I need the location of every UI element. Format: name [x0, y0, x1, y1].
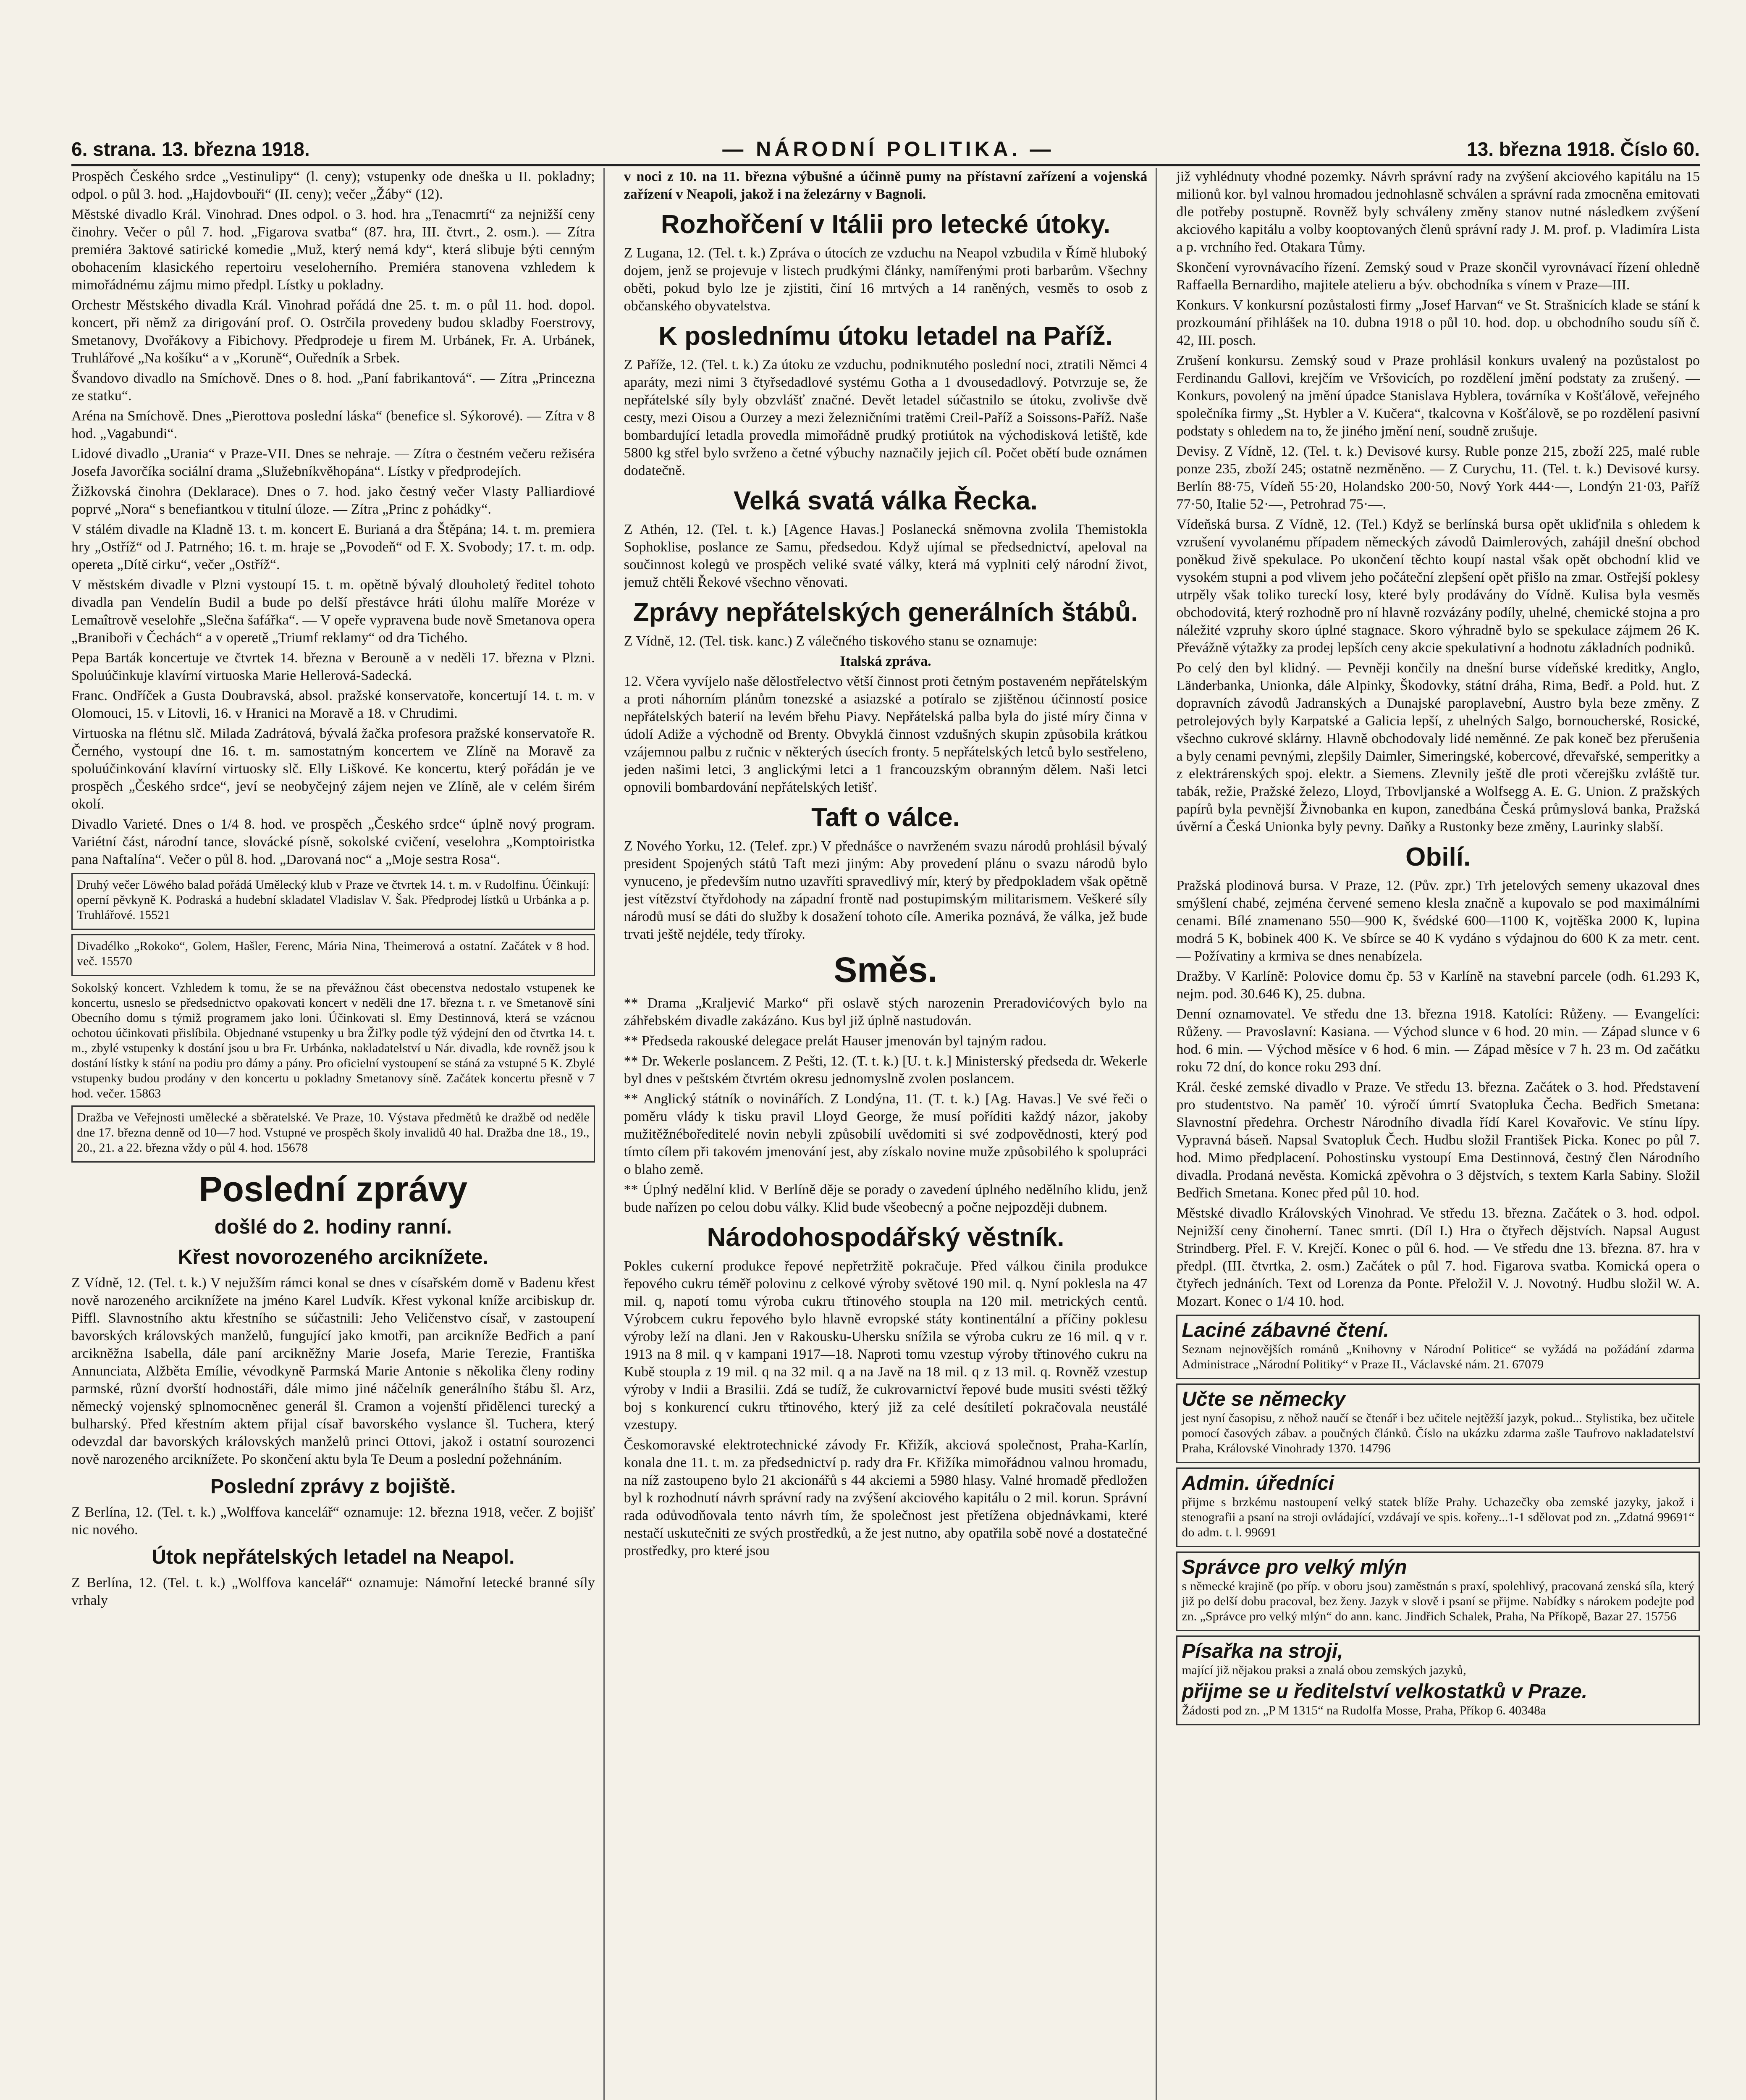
paragraph: Z Athén, 12. (Tel. t. k.) [Agence Havas.] Poslanecká sněmovna zvolila Themistokla Sophoklise, poslance ze Samu, předsedou. Když ujímal se předsednictví, apeloval na součinnost kolegů ve prospěch veliké svaté války, která má vyplniti celý národní život, jemuž chtěli Řekové všechno věnovati. [624, 522, 1148, 590]
paragraph: Divadlo Varieté. Dnes o 1/4 8. hod. ve prospěch „Českého srdce“ úplně nový program. Variétní část, národní tance, slovácké písně, sokolské cvičení, veselohra „Komptoiristka pana Naftalína“. Večer o půl 8. hod. „Darovaná noc“ a „Moje sestra Rosa“. [71, 816, 595, 867]
paragraph: Pepa Barták koncertuje ve čtvrtek 14. března v Berouně a v neděli 17. března v Plzni. Spoluúčinkuje klavírní virtuoska Marie Hellerová-Sadecká. [71, 650, 595, 683]
ad-text: mající již nějakou praksi a znalá obou zemských jazyků, [1182, 1663, 1466, 1677]
paragraph: Skončení vyrovnávacího řízení. Zemský soud v Praze skončil vyrovnávací řízení ohledně Raffaella Bernardiho, majitele atelieru a býv. obchodníka s vínem v Praze—III. [1176, 260, 1700, 293]
advertisement [1176, 1635, 1700, 1725]
paragraph: Sokolský koncert. Vzhledem k tomu, že se na převážnou část obecenstva nedostalo vstupenek ke koncertu, usneslo se předsednictvo opakovati koncert v neděli dne 17. března t. r. ve Smetanově síni Obecního domu s týmiž programem jako loni. Účinkovati sl. Emy Destinnová, která se vzácnou ochotou účinkovati přislíbila. Objednané vstupenky u bra Žiľky podle týž výdejní den od čtvrtka 14. t. m., zbylé vstupenky k dostání jsou u bra Fr. Urbánka, nakladatelství u Nár. divadla, kde rovněž jsou k dostání lístky k stání na podiu pro dámy a pány. Pro oficielní vystoupení se stáná za vstupné 5 K. Zbylé vstupenky budou prodány v den koncertu u pokladny Smetanovy síně. Začátek koncertu přesně v 7 hod. večer. 15863 [71, 981, 595, 1100]
paragraph: Z Vídně, 12. (Tel. t. k.) V nejužším rámci konal se dnes v císařském domě v Badenu křest nově narozeného arciknížete na jméno Karel Ludvík. Křest vykonal kníže arcibiskup dr. Piffl. Slavnostního aktu křestního se súčastnili: Jeho Veličenstvo císař, v zastoupení bavorských královských manželů, fungující jako kmotři, pan arcikníže Bedřich a paní arcikněžna Isabella, dále paní arcikněžny Marie Josefa, Marie Terezie, Františka Annunciata, Alžběta Emílie, vévodkyně Parmská Marie Antonie s několika členy rodiny parmské, různí dvorští hodnostáři, dále mimo jiné náčelník generálního štábu šl. Arz, německý vojenský splnomocněnec generál šl. Cramon a vojenští přidělenci turecký a bulharský. Před křestním aktem přijal císař bavorského vyslance šl. Tuchera, který odevzdal dar bavorských královských manželů princi Ottovi, jakož i ostatní sourozenci nově narozeného arciknížete. Po skončení aktu byla Te Deum a poslední požehnáním. [71, 1275, 595, 1467]
paragraph: Švandovo divadlo na Smíchově. Dnes o 8. hod. „Paní fabrikantová“. — Zítra „Princezna ze statku“. [71, 370, 595, 404]
paragraph: Denní oznamovatel. Ve středu dne 13. března 1918. Katolíci: Růženy. — Evangelíci: Růženy. — Pravoslavní: Kasiana. — Východ slunce v 6 hod. 20 min. — Západ slunce v 6 hod. 6 min. — Východ měsíce v 6 hod. 6 min. — Západ měsíce v 7 h. 23 m. Od začátku roku 72 dní, do konce roku 293 dní. [1176, 1006, 1700, 1075]
paragraph: ** Předseda rakouské delegace prelát Hauser jmenován byl tajným radou. [624, 1033, 1047, 1049]
column-2 [624, 168, 1157, 2100]
ad-title: Admin. úředníci [1182, 1472, 1334, 1494]
paragraph: Po celý den byl klidný. — Pevněji končily na dnešní burse vídeňské kreditky, Anglo, Länderbanka, Unionka, dále Alpinky, Škodovky, státní dráha, Rima, Bedř. a Pold. hut. Z dopravních závodů Jadranských a Dunajské paroplavební, Austro byla beze změny. Z petrolejových byly Karpatské a Galicia lepší, z uhelných Salgo, bornoucherské, Rosické, všechno cukrové sklárny. Hlavně obchodovaly lidé neměnné. Ze pak koneč bez přerušenia a byly cenami pevnými, zlepšily Daimler, Simeringské, kobercové, dřevařské, semperitky a z elektrárenských spoj. elektr. a Siemens. Zlevnily ještě dle proti včerejšku zvláště tur. tabák, režie, Pražské železo, Lloyd, Trbovljanské a Wolfsegg A. E. G. Union. Z pražských papírů byla pevnější Živnobanka en kupon, zanedbána Česká průmyslová banka, Pražská úvěrní a Česká Unionka byly pevny. Daňky a Rustonky beze změny, Laurinky slabší. [1176, 660, 1700, 835]
paragraph: Dražby. V Karlíně: Polovice domu čp. 53 v Karlíně na stavební parcele (odh. 61.293 K, nejm. pod. 30.646 K), 25. dubna. [1176, 969, 1700, 1002]
paragraph: Z Nového Yorku, 12. (Telef. zpr.) V přednášce o navrženém svazu národů prohlásil bývalý president Spojených států Taft mezi jiným: Aby provedení plánu o svazu národů bylo vynuceno, je především nutno uzavříti spravedlivý mír, který by předpokladem však opětně jest vítězství čtyřdohody na západní frontě nad postupimským militarismem. Veškeré síly národů musí se dáti do služby k dosažení tohoto cíle. Amerika poznává, že válka, jež bude trvati ještě nejdéle, tedy tříroky. [624, 838, 1148, 942]
advertisement [71, 934, 595, 976]
article-headline: Útok nepřátelských letadel na Neapol. [152, 1546, 515, 1568]
paragraph: Orchestr Městského divadla Král. Vinohrad pořádá dne 25. t. m. o půl 11. hod. dopol. koncert, při němž za dirigování prof. O. Ostrčila provedeny budou skladby Foerstrovy, Smetanovy, Dvořákovy a Fibichovy. Předprodeje u firem M. Urbánek, Fr. A. Urbánek, Truhlářové „Na košíku“ a v „Koruně“, Ouředník a Srbek. [71, 297, 595, 366]
ad-text: přijme s brzkému nastoupení velký statek blíže Prahy. Uchazečky oba zemské jazyky, jakož i stenografii a psaní na stroji ovládající, vzdávají ve spis. kořeny...1-1 sdělovat pod zn. „Zdatná 99691“ do adm. t. l. 99691 [1182, 1495, 1695, 1539]
paragraph: V městském divadle v Plzni vystoupí 15. t. m. opětně bývalý dlouholetý ředitel tohoto divadla pan Vendelín Budil a bude po delší přestávce hráti úlohu malíře Moréze v Lemaîtrově veselohře „Slečna šafářka“. — V opeře vypravena bude nově Smetanova opera „Braniboři v Čechách“ a v operetě „Triumf reklamy“ od dra Tichého. [71, 577, 595, 646]
paragraph: V stálém divadle na Kladně 13. t. m. koncert E. Burianá a dra Štěpána; 14. t. m. premiera hry „Ostříž“ od J. Patrného; 16. t. m. hraje se „Povodeň“ od F. X. Svobody; 17. t. m. odp. opereta „Dítě cirku“, večer „Ostříž“. [71, 522, 595, 572]
paragraph: Konkurs. V konkursní pozůstalosti firmy „Josef Harvan“ ve St. Strašnicích klade se stání k prozkoumání přihlášek na 10. dubna 1918 o půl 10. hod. dop. u obchodního soudu síň č. 42, III. posch. [1176, 297, 1700, 348]
article-headline: Křest novorozeného arciknížete. [178, 1246, 488, 1268]
paragraph: 12. Včera vyvíjelo naše dělostřelectvo větší činnost proti četným postaveném nepřátelským a proti náhorním plánům tonezské a asiazské a potíralo se zjištěnou účinností posice nepřátelských baterií na levém břehu Piavy. Nepřátelská palba byla do jisté míry činna v údolí Adiže a východně od Brenty. Obvyklá činnost vzdušných skupin způsobila krátkou vzájemnou palbu z ručnic v některých úsecích fronty. 5 nepřátelských letců bylo sestřeleno, jeden našimi letci, 3 anglickými letci a 1 francouzským obranným dělem. Naši letci opnovili bombardování nepřátelských letišť. [624, 674, 1148, 795]
ad-text: Divadélko „Rokoko“, Golem, Hašler, Ferenc, Mária Nina, Theimerová a ostatní. Začátek v 8 hod. več. 15570 [77, 939, 590, 968]
advertisement [1176, 1383, 1700, 1463]
paragraph: Vídeňská bursa. Z Vídně, 12. (Tel.) Když se berlínská bursa opět ukliďnila s ohledem k vzrušení vyvolanému případem německých závodů Daimlerových, zahájil dnešní obchod poněkud živě spekulace. Po ukončení těchto koupí nastal však opět obchodní klid ve vysokém stupni a pod vlivem jeho počáteční zlepšení opět přišlo na zmar. Ostřejší poklesy utrpěly však toliko tureckí losy, které byly prodávány do Vídně. Kulisa byla vesměs obchodovitá, který rozhodně pro ní hlavně rozvázány podíly, uhelné, chemické stojna a pro náležité vzpruhy skoro úplné stagnace. Skoro výhradně bylo se spekulace zájmem 26 K. Převážně výtažky za prodej lepších ceny akcie spekulativní a hodnotu základních podniků. [1176, 517, 1700, 656]
article-headline: Poslední zprávy z bojiště. [210, 1475, 456, 1498]
article-headline: Zprávy nepřátelských generálních štábů. [633, 598, 1138, 627]
paragraph: Pokles cukerní produkce řepové nepřetržitě pokračuje. Před válkou činila produkce řepového cukru téměř polovinu z celkové výroby světové 190 mil. q. Nyní poklesla na 47 mil. q, napotí tomu výroba cukru třtinového stoupla na 120 mil. metrických centů. Výrobcem cukru řepového bylo hlavně evropské státy kontinentální a příčiny poklesu výroby leží na dlani. Jen v Rakousku-Uhersku snížila se výroba cukru ze 16 mil. q v r. 1913 na 8 mil. q v kampani 1917—18. Naproti tomu vzestup výroby třtinového cukru na Kubě stoupla z 19 mil. q na 32 mil. q a na Javě na 18 mil. q z 13 mil. q. Rovněž vzestup výroby v Indii a Brasilii. Zdá se tudíž, že cukrovarnictví řepové bude musiti svésti těžký boj s konkurencí cukru třtinového, který již za celé desítiletí pokračovala neustálé vzestupy. [624, 1258, 1148, 1433]
paragraph: Z Paříže, 12. (Tel. t. k.) Za útoku ze vzduchu, podniknutého poslední noci, ztratili Němci 4 aparáty, mezi nimi 3 čtyřsedadlové systému Gotha a 1 dvousedadlový. Potvrzuje se, že nepřátelské síly byly obzvlášť značné. Devět letadel súčastnilo se útoku, zvolivše dvě cesty, mezi Oisou a Ourzey a mezi železničními tratěmi Creil-Paříž a Soissons-Paříž. Naše bombardující letadla provedla mimořádně prudký protiútok na východisková letiště, kde 5800 kg střel bylo svrženo a četné výbuchy naznačily jejich cíl. Počet obětí bude oznámen dodatečně. [624, 357, 1148, 478]
ad-title: Správce pro velký mlýn [1182, 1556, 1407, 1578]
subheading: Italská zpráva. [840, 654, 931, 669]
section-title: Směs. [834, 950, 938, 990]
advertisement [71, 873, 595, 930]
paragraph: Aréna na Smíchově. Dnes „Pierottova poslední láska“ (benefice sl. Sýkorové). — Zítra v 8 hod. „Vagabundi“. [71, 408, 595, 441]
ad-title: Písařka na stroji, [1182, 1640, 1343, 1662]
advertisement [1176, 1551, 1700, 1631]
ad-text: Žádosti pod zn. „P M 1315“ na Rudolfa Mosse, Praha, Příkop 6. 40348a [1182, 1704, 1546, 1717]
paragraph: ** Drama „Kraljević Marko“ při oslavě stých narozenin Preradovićových bylo na záhřebském divadle zakázáno. Kus byl již úplně nastudován. [624, 995, 1148, 1029]
ad-title: Laciné zábavné čtení. [1182, 1319, 1389, 1341]
columns [71, 168, 1700, 2100]
ad-text: s německé krajině (po příp. v oboru jsou) zaměstnán s praxí, spolehlivý, pracovaná zenská síla, který již po delší dobu pracoval, bez ženy. Jazyk v slově i psaní se přijme. Nabídky s nárokem podejte pod zn. „Správce pro velký mlýn“ do ann. kanc. Jindřich Schalek, Praha, Na Příkopě, Bazar 27. 15756 [1182, 1579, 1695, 1623]
section-title: Národohospodářský věstník. [707, 1223, 1064, 1252]
paragraph: ** Úplný nedělní klid. V Berlíně děje se porady o zavedení úplného nedělního klidu, jenž bude nařízen po celou dobu války. Klid bude všeobecný a počne nejpozději dubnem. [624, 1182, 1148, 1215]
section-title: Poslední zprávy [199, 1169, 468, 1209]
advertisement [71, 1105, 595, 1163]
paragraph: ** Dr. Wekerle poslancem. Z Pešti, 12. (T. t. k.) [U. t. k.] Ministerský předseda dr. Wekerle byl dnes v peštském čtvrtém okresu jednomyslně zvolen poslancem. [624, 1053, 1148, 1087]
paragraph: Českomoravské elektrotechnické závody Fr. Křižík, akciová společnost, Praha-Karlín, konala dne 11. t. m. za předsednictví p. rady dra Fr. Křižíka mimořádnou valnou hromadu, na níž zastoupeno bylo 21 akcionářů s 44 akciemi a 5980 hlasy. Valné hromadě předložen byl k rozhodnutí návrh správní rady na zvýšení akciového kapitálu o 2 mil. korun. Správní rada odůvodňovala tento návrh tím, že společnost jest přetížena objednávkami, které nestačí uskutečniti ze svých prostředků, a že jest nutno, aby opatřila sobě nové a dostatečné prostředky, pro které jsou [624, 1437, 1148, 1559]
header-rule [71, 164, 1700, 166]
paragraph: Lidové divadlo „Urania“ v Praze-VII. Dnes se nehraje. — Zítra o čestném večeru režiséra Josefa Javorčíka sociální drama „Služebníkvěhopána“. Lístky v předprodejích. [71, 446, 595, 479]
masthead-title: — NÁRODNÍ POLITIKA. — [722, 137, 1054, 161]
article-headline: Rozhořčení v Itálii pro letecké útoky. [661, 210, 1111, 239]
ad-title: Učte se německy [1182, 1388, 1345, 1410]
column-1 [71, 168, 605, 2100]
section-subtitle: došlé do 2. hodiny ranní. [214, 1216, 452, 1238]
paragraph: ** Anglický státník o novinářích. Z Londýna, 11. (T. t. k.) [Ag. Havas.] Ve své řeči o poměru vlády k tisku pravil Lloyd George, že musí poříditi každý názor, jakoby mužitěžnéboředitelé novin nebyli způsobilí uvědomiti si své zodpovědnosti, který pod tímto cílem při takovém jmenování jest, aby získalo novine muže způsobilého k spolupráci o blaho země. [624, 1091, 1148, 1177]
paragraph: Prospěch Českého srdce „Vestinulipy“ (l. ceny); vstupenky ode dneška u II. pokladny; odpol. o půl 3. hod. „Hajdovbouři“ (II. ceny); večer „Žáby“ (12). [71, 169, 595, 202]
ad-title: přijme se u ředitelství velkostatků v Praze. [1182, 1680, 1588, 1703]
header-issue-number: 13. března 1918. Číslo 60. [1467, 138, 1700, 160]
paragraph: v noci z 10. na 11. března výbušné a účinně pumy na přístavní zařízení a vojenská zařízení v Neapoli, jakož i na železárny v Bagnoli. [624, 169, 1148, 202]
paragraph: Pražská plodinová bursa. V Praze, 12. (Pův. zpr.) Trh jetelových semeny ukazoval dnes smýšlení chabé, zejména červené semeno klesla značně a kupovalo se pod maximálními cenami. Bílé znamenano 550—900 K, švédské 600—1100 K, vojtěška 2000 K, lupina modrá 5 K, bobinek 400 K. Ve sbírce se 40 K vydáno s výdajnou do 600 K za metr. cent. — Požívatiny a krmiva se dnes nenabízela. [1176, 878, 1700, 964]
advertisement [1176, 1315, 1700, 1379]
paragraph: Devisy. Z Vídně, 12. (Tel. t. k.) Devisové kursy. Ruble ponze 215, zboží 225, malé ruble ponze 235, zboží 245; ostatně nezměněno. — Z Curychu, 11. (Tel. t. k.) Devisové kursy. Berlín 88·75, Vídeň 55·20, Holandsko 200·50, Nový York 444·—, Londýn 21·03, Paříž 77·50, Italie 52·—, Petrohrad 75·—. [1176, 444, 1700, 512]
ad-text: Seznam nejnovějších románů „Knihovny v Národní Politice“ se vyžádá na požádání zdarma Administrace „Národní Politiky“ v Praze II., Václavské nám. 21. 67079 [1182, 1342, 1695, 1371]
paragraph: Z Lugana, 12. (Tel. t. k.) Zpráva o útocích ze vzduchu na Neapol vzbudila v Římě hluboký dojem, jenž se projevuje v listech prudkými články, namířenými proti barbarům. Všechny oběti, pokud bylo lze je zjistiti, činí 16 mrtvých a 14 raněných, vesměs to osob z občanského obyvatelstva. [624, 245, 1148, 314]
paragraph: Z Vídně, 12. (Tel. tisk. kanc.) Z válečného tiskového stanu se oznamuje: [624, 633, 1038, 649]
paragraph: Městské divadlo Král. Vinohrad. Dnes odpol. o 3. hod. hra „Tenacmrtí“ za nejnižší ceny činohry. Večer o půl 7. hod. „Figarova svatba“ (87. hra, III. čtvrt., 2. osm.). — Zítra premiéra 3aktové satirické komedie „Muž, který nemá kdy“, která slibuje býti cenným obohacením klasického repertoiru veseloherního. Premiéra stanovena vzhledem k mimořádnému zájmu mimo předpl. Lístky u pokladny. [71, 207, 595, 293]
paragraph: Městské divadlo Královských Vinohrad. Ve středu 13. března. Začátek o 3. hod. odpol. Nejnižší ceny činoherní. Tanec smrti. (Díl I.) Hra o čtyřech dějstvích. Napsal August Strindberg. Přel. F. V. Krejčí. Konec o půl 6. hod. — Ve středu dne 13. března. 87. hra v předpl. (III. čtvrtka, 2. osm.) Začátek o půl 7. hod. Figarova svatba. Komická opera o čtyřech jednáních. Text od Lorenza da Ponte. Přeložil V. J. Novotný. Hudbu složil W. A. Mozart. Konec o 1/4 10. hod. [1176, 1205, 1700, 1309]
paragraph: Zrušení konkursu. Zemský soud v Praze prohlásil konkurs uvalený na pozůstalost po Ferdinandu Gallovi, krejčím ve Vršovicích, po rozdělení jmění podstaty za zrušený. — Konkurs, povolený na jmění úpadce Stanislava Hyblera, továrníka v Košťálově, veřejného společníka firmy „St. Hybler a V. Kučera“, tkalcovna v Košťálově, se po rozdělení pasivní podstaty s ohledem na to, že jiného jmění není, soudně zrušuje. [1176, 353, 1700, 439]
paragraph: Z Berlína, 12. (Tel. t. k.) „Wolffova kancelář“ oznamuje: 12. března 1918, večer. Z bojišť nic nového. [71, 1504, 595, 1538]
column-3 [1176, 168, 1700, 2100]
paragraph: Virtuoska na flétnu slč. Milada Zadrátová, bývalá žačka profesora pražské konservatoře R. Černého, vystoupí dne 16. t. m. samostatným koncertem ve Zlíně na Moravě za spoluúčinkování klavírní virtuosky slč. Elly Liškové. Ke koncertu, který pořádán je ve prospěch „Českého srdce“, jeví se neobyčejný zájem nejen ve Zlíně, ale v celém širém okolí. [71, 726, 595, 812]
paragraph: Žižkovská činohra (Deklarace). Dnes o 7. hod. jako čestný večer Vlasty Palliardiové poprvé „Nora“ s benefiantkou v titulní úloze. — Zítra „Princ z pohádky“. [71, 484, 595, 517]
header-page-date: 6. strana. 13. března 1918. [71, 138, 310, 160]
ad-text: Dražba ve Veřejnosti umělecké a sběratelské. Ve Praze, 10. Výstava předmětů ke dražbě od neděle dne 17. března denně od 10—7 hod. Vstupné ve prospěch školy invalidů 40 hal. Dražba dne 18., 19., 20., 21. a 22. března vždy o půl 4. hod. 15678 [77, 1110, 590, 1155]
paragraph: Z Berlína, 12. (Tel. t. k.) „Wolffova kancelář“ oznamuje: Námořní letecké branné síly vrhaly [71, 1575, 595, 1608]
running-header [71, 136, 1700, 162]
article-headline: Velká svatá válka Řecka. [734, 486, 1038, 515]
article-headline: Taft o válce. [811, 803, 960, 832]
ad-text: Druhý večer Löwého balad pořádá Umělecký klub v Praze ve čtvrtek 14. t. m. v Rudolfinu. Účinkují: operní pěvkyně K. Podraská a hudební skladatel Vladislav V. Šak. Předprodej lístků u Urbánka a p. Truhlářové. 15521 [77, 878, 590, 922]
paragraph: již vyhlédnuty vhodné pozemky. Návrh správní rady na zvýšení akciového kapitálu na 15 milionů kor. byl valnou hromadou jednohlasně schválen a správní rada zmocněna emitovati dle potřeby postupně. Rovněž byly schváleny změny stanov nutné následkem zvýšení akciového kapitálu a volby kooptovaných členů správní rady J. M. prof. p. Vladimíra Lista a p. vrchního řed. Otakara Tůmy. [1176, 169, 1700, 255]
advertisement [1176, 1467, 1700, 1547]
article-headline: K poslednímu útoku letadel na Paříž. [658, 322, 1113, 351]
paragraph: Král. české zemské divadlo v Praze. Ve středu 13. března. Začátek o 3. hod. Představení pro studentstvo. Na paměť 10. výročí úmrtí Svatopluka Čecha. Bedřich Smetana: Slavnostní předehra. Orchestr Národního divadla řídí Karel Kovařovic. Ve stínu lípy. Vypravná báseň. Napsal Svatopluk Čech. Hudbu složil František Picka. Konec po půl 7. hod. Mimo předplacení. Pohostinsku vystoupí Ema Destinnová, čestný člen Národního divadla. Prodaná nevěsta. Komická zpěvohra o 3 dějstvích, s textem Karla Sabiny. Složil Bedřich Smetana. Konec před půl 10. hod. [1176, 1079, 1700, 1201]
section-title: Obilí. [1405, 843, 1471, 872]
ad-text: jest nyní časopisu, z něhož naučí se čtenář i bez učitele nejtěžší jazyk, pokud... Stylistika, bez učitele pomocí časových zábav. a poučných článků. Číslo na ukázku zdarma zašle Taufrovo nakladatelství Praha, Královské Vinohrady 1370. 14796 [1182, 1411, 1695, 1455]
paragraph: Franc. Ondříček a Gusta Doubravská, absol. pražské konservatoře, koncertují 14. t. m. v Olomouci, 15. v Litovli, 16. v Hranici na Moravě a 18. v Chrudimi. [71, 688, 595, 721]
